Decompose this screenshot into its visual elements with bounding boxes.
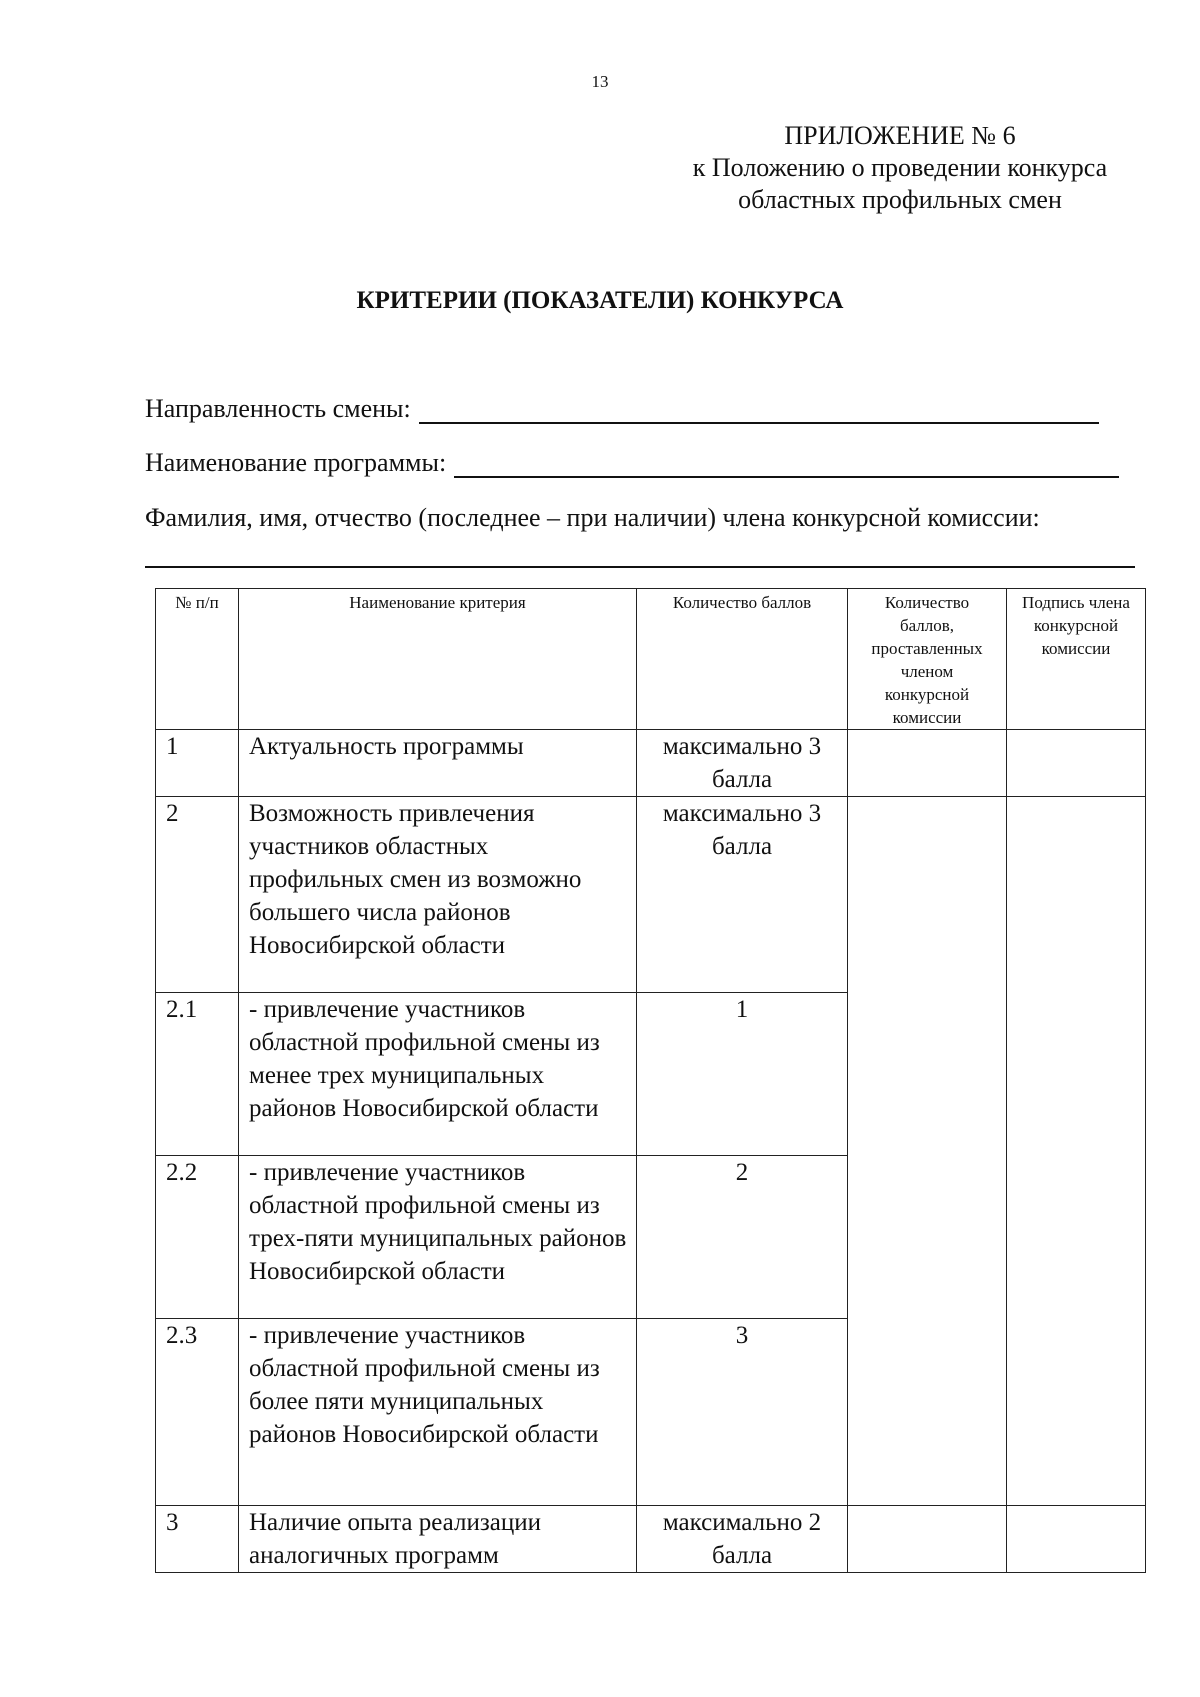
member-label: Фамилия, имя, отчество (последнее – при наличии) члена конкурсной комиссии: [145,503,1040,532]
row-points: 1 [637,993,848,1156]
row-number: 2 [156,797,239,993]
appendix-subtitle-2: областных профильных смен [738,185,1062,214]
direction-blank-line[interactable] [419,398,1099,424]
row-criterion: - привлечение участников областной профильной смены из менее трех муниципальных районов Новосибирской области [239,993,637,1156]
row-criterion: - привлечение участников областной профильной смены из трех-пяти муниципальных районов Новосибирской области [239,1156,637,1319]
row-number: 1 [156,730,239,797]
header-number: № п/п [156,589,239,730]
program-blank-line[interactable] [454,452,1119,478]
row-points: 3 [637,1319,848,1506]
table-row [156,1506,1146,1573]
merged-member-points-cell[interactable] [848,797,1007,1506]
document-title: КРИТЕРИИ (ПОКАЗАТЕЛИ) КОНКУРСА [356,287,844,314]
row-points: максимально 2 балла [637,1506,848,1573]
row-points: максимально 3 балла [637,730,848,797]
row-number: 3 [156,1506,239,1573]
row-points: 2 [637,1156,848,1319]
direction-field [145,394,1099,424]
program-field [145,448,1119,478]
row-signature-cell[interactable] [1007,1506,1146,1573]
table-header-row [156,589,1146,730]
row-criterion: Возможность привлечения участников областных профильных смен из возможно большего числа районов Новосибирской области [239,797,637,993]
page-number: 13 [591,72,609,91]
header-signature: Подпись члена конкурсной комиссии [1007,589,1146,730]
row-member-points-cell[interactable] [848,1506,1007,1573]
appendix-header [640,120,1160,216]
table-row [156,797,1146,993]
member-field [145,503,1040,533]
row-number: 2.1 [156,993,239,1156]
row-criterion: - привлечение участников областной профильной смены из более пяти муниципальных районов Новосибирской области [239,1319,637,1506]
table-row [156,730,1146,797]
direction-label: Направленность смены: [145,394,411,423]
row-number: 2.2 [156,1156,239,1319]
member-blank-line[interactable] [145,566,1135,568]
row-number: 2.3 [156,1319,239,1506]
row-signature-cell[interactable] [1007,730,1146,797]
criteria-table [155,588,1146,1573]
merged-signature-cell[interactable] [1007,797,1146,1506]
row-criterion: Наличие опыта реализации аналогичных программ [239,1506,637,1573]
header-member-points: Количество баллов, проставленных членом конкурсной комиссии [848,589,1007,730]
appendix-subtitle-1: к Положению о проведении конкурса [692,153,1108,182]
row-criterion: Актуальность программы [239,730,637,797]
row-points: максимально 3 балла [637,797,848,993]
program-label: Наименование программы: [145,448,447,477]
appendix-title: ПРИЛОЖЕНИЕ № 6 [784,121,1016,150]
header-criterion: Наименование критерия [239,589,637,730]
row-member-points-cell[interactable] [848,730,1007,797]
header-points: Количество баллов [637,589,848,730]
